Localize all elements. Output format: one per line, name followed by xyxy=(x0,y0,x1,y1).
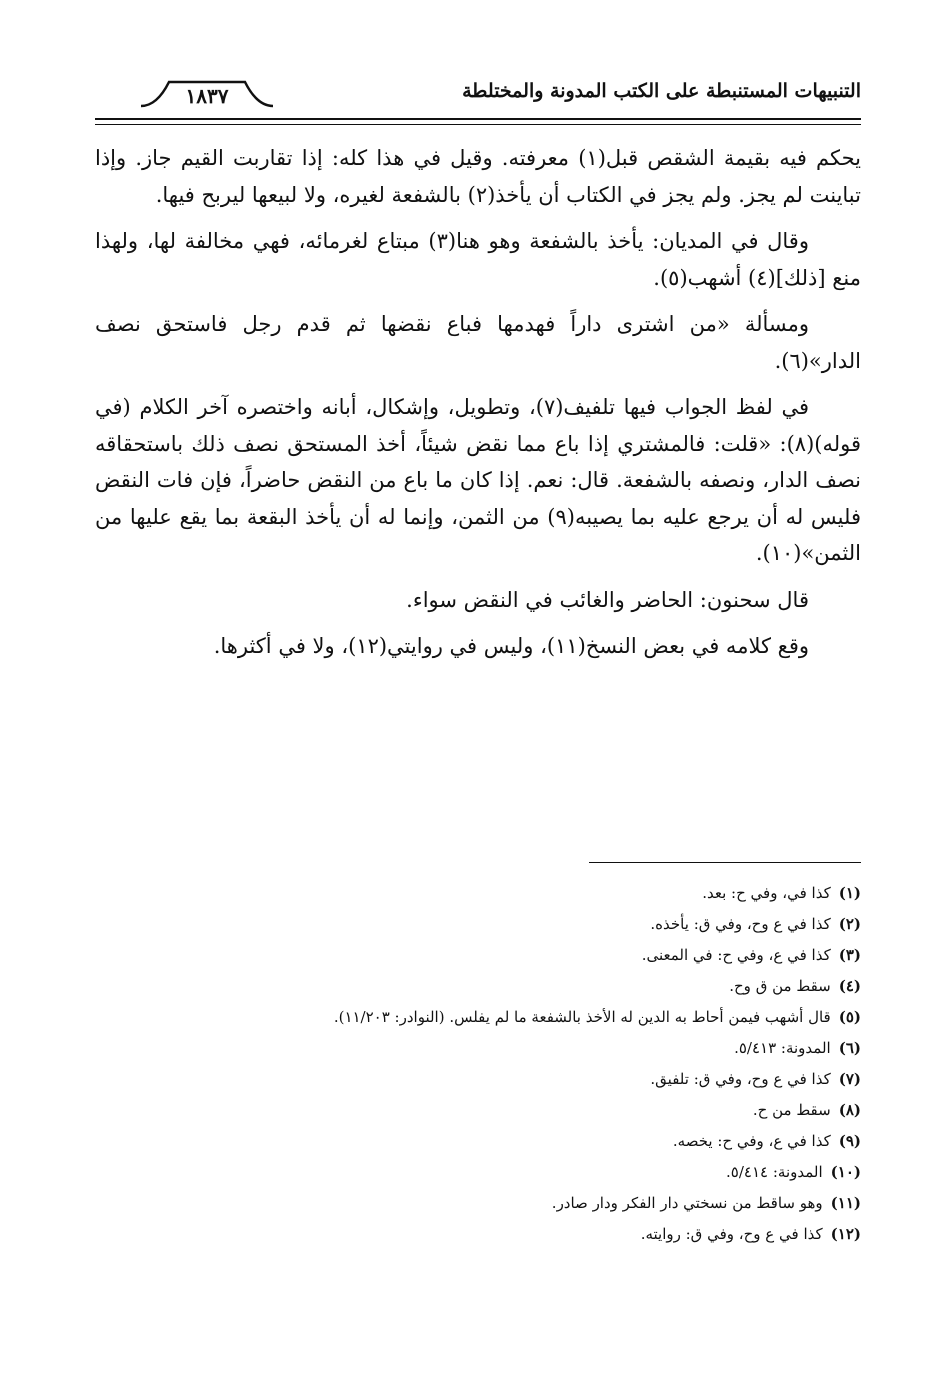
paragraph: ومسألة «من اشترى داراً فهدمها فباع نقضها ثم قدم رجل فاستحق نصف الدار»(٦). xyxy=(95,312,861,373)
paragraph: وقال في المديان: يأخذ بالشفعة وهو هنا(٣) مبتاع لغرمائه، فهي مخالفة لها، ولهذا منع [ذلك](٤) أشهب(٥). xyxy=(95,229,861,290)
paragraph: وقع كلامه في بعض النسخ(١١)، وليس في روايتي(١٢)، ولا في أكثرها. xyxy=(213,634,809,658)
footnote-text: كذا في ع وح، وفي ق: يأخذه. xyxy=(650,915,831,933)
page-number: ١٨٣٧ xyxy=(185,84,229,108)
footnote-text: المدونة: ٥/٤١٣. xyxy=(734,1039,831,1057)
footnote-text: المدونة: ٥/٤١٤. xyxy=(726,1163,823,1181)
footnote xyxy=(95,909,861,940)
main-text xyxy=(95,140,861,675)
footnote-number: (١) xyxy=(838,884,861,902)
footnote-text: وهو ساقط من نسختي دار الفكر ودار صادر. xyxy=(551,1194,823,1212)
footnote-number: (١١) xyxy=(830,1194,861,1212)
paragraph: قال سحنون: الحاضر والغائب في النقض سواء. xyxy=(406,587,809,612)
footnote-text: كذا في ع وح، وفي ق: روايته. xyxy=(640,1225,823,1243)
page-number-badge xyxy=(137,76,277,114)
footnote-number: (٥) xyxy=(838,1008,861,1026)
footnote-number: (٨) xyxy=(838,1101,861,1119)
footnote xyxy=(95,1002,861,1033)
footnote xyxy=(95,1157,861,1188)
footnotes-list xyxy=(95,878,861,1250)
running-title: التنبيهات المستنبطة على الكتب المدونة والمختلطة xyxy=(462,80,861,102)
footnote xyxy=(95,1126,861,1157)
footnote-text: قال أشهب فيمن أحاط به الدين له الأخذ بالشفعة ما لم يفلس. (النوادر: ١١/٢٠٣). xyxy=(333,1008,831,1026)
footnote xyxy=(95,971,861,1002)
paragraph: يحكم فيه بقيمة الشقص قبل(١) معرفته. وقيل في هذا كله: إذا تقاربت القيم جاز. وإذا تباينت لم يجز. ولم يجز في الكتاب أن يأخذ(٢) بالشفعة لغيره، ولا لبيعها ليربح فيها. xyxy=(95,146,862,207)
footnote xyxy=(95,940,861,971)
footnote-number: (٤) xyxy=(838,977,861,995)
footnote xyxy=(95,1219,861,1250)
footnote xyxy=(95,1188,861,1219)
footnote-number: (١٢) xyxy=(830,1225,861,1243)
footnote-number: (٩) xyxy=(838,1132,861,1150)
header-rule-thick xyxy=(95,118,861,120)
footnote-text: كذا في ع وح، وفي ق: تلفيق. xyxy=(650,1070,831,1088)
footnote-number: (٧) xyxy=(838,1070,861,1088)
paragraph: في لفظ الجواب فيها تلفيف(٧)، وتطويل، وإشكال، أبانه واختصره آخر الكلام (في قوله)(٨): «قلت: فالمشتري إذا باع مما نقض شيئاً، أخذ المستحق نصف ذلك باستحقاقه نصف الدار، ونصفه بالشفعة. قال: نعم. إذا كان ما باع من النقض حاضراً، فإن فات النقض فليس له أن يرجع عليه بما يصيبه(٩) من الثمن، وإنما له أن يأخذ البقعة بما يقع عليها من الثمن»(١٠). xyxy=(95,395,861,565)
footnote xyxy=(95,1033,861,1064)
footnote-number: (٣) xyxy=(838,946,861,964)
footnote-text: سقط من ق وح. xyxy=(729,977,831,995)
footnote-number: (٦) xyxy=(838,1039,861,1057)
footnote-text: كذا في، وفي ح: بعد. xyxy=(702,884,831,902)
footnote-separator xyxy=(589,862,861,863)
page-header xyxy=(95,78,861,120)
footnote-text: سقط من ح. xyxy=(752,1101,831,1119)
footnote-number: (١٠) xyxy=(830,1163,861,1181)
footnote-text: كذا في ع، وفي ح: يخصه. xyxy=(672,1132,831,1150)
header-rule-thin xyxy=(95,124,861,125)
footnote xyxy=(95,1095,861,1126)
footnote-number: (٢) xyxy=(838,915,861,933)
footnote xyxy=(95,878,861,909)
footnote xyxy=(95,1064,861,1095)
footnote-text: كذا في ع، وفي ح: في المعنى. xyxy=(641,946,831,964)
